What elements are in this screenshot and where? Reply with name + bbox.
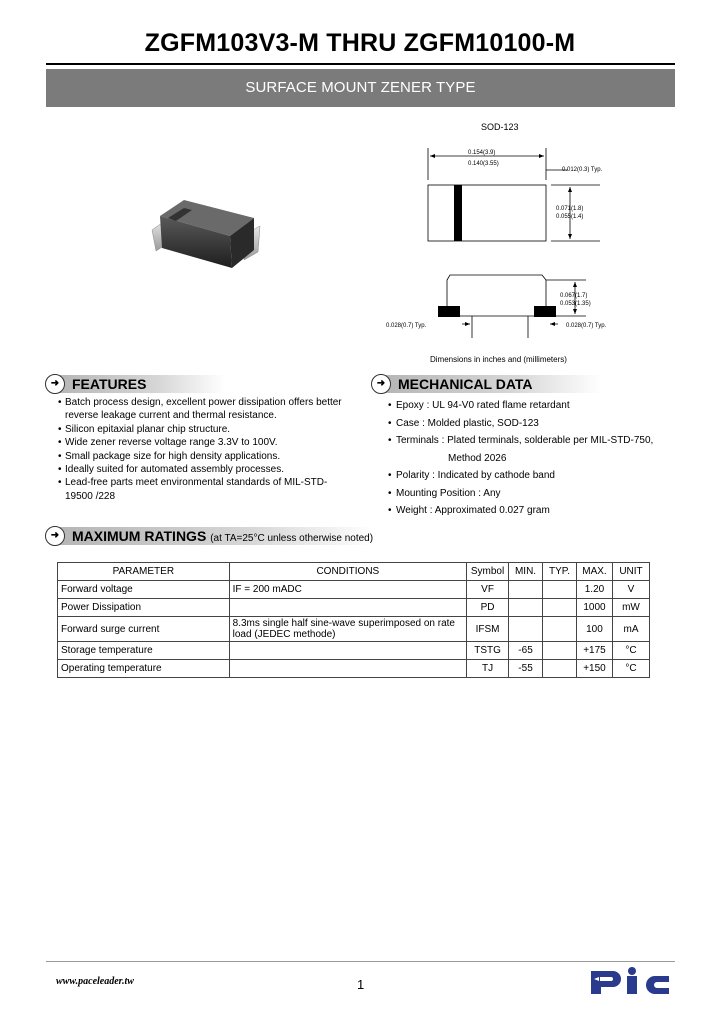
cell-conditions — [229, 660, 466, 678]
list-item: • Ideally suited for automated assembly processes. — [58, 463, 345, 476]
dimension-caption: Dimensions in inches and (millimeters) — [430, 355, 567, 364]
cell-parameter: Power Dissipation — [58, 599, 230, 617]
dim-length-max: 0.154(3.9) — [468, 150, 496, 156]
cell-max: 100 — [576, 617, 612, 642]
cell-unit: V — [612, 581, 649, 599]
title-rule — [46, 63, 675, 65]
dim-length-min: 0.140(3.55) — [468, 161, 499, 167]
cell-conditions: IF = 200 mADC — [229, 581, 466, 599]
ratings-note: (at TA=25°C unless otherwise noted) — [210, 533, 374, 544]
cell-max: 1.20 — [576, 581, 612, 599]
dim-side-height-min: 0.053(1.35) — [560, 301, 591, 307]
cell-symbol: PD — [467, 599, 509, 617]
terminals-method: Method 2026 — [448, 452, 507, 464]
list-item: • Mounting Position : Any — [388, 485, 696, 503]
list-item: • Batch process design, excellent power dissipation offers better reverse leakage current and thermal resistance. — [58, 396, 345, 423]
list-item: • Epoxy : UL 94-V0 rated flame retardant — [388, 397, 696, 415]
cell-max: 1000 — [576, 599, 612, 617]
cell-typ — [543, 617, 577, 642]
cell-min — [509, 581, 543, 599]
ratings-heading — [45, 527, 645, 545]
cell-symbol: IFSM — [467, 617, 509, 642]
cell-unit: mA — [612, 617, 649, 642]
dim-body-height-max: 0.071(1.8) — [556, 206, 584, 212]
cell-symbol: TJ — [467, 660, 509, 678]
pic-logo — [589, 966, 671, 996]
cell-min: -55 — [509, 660, 543, 678]
subtitle-banner: SURFACE MOUNT ZENER TYPE — [46, 69, 675, 107]
arrow-right-icon: ➜ — [45, 526, 65, 546]
list-item: • Weight : Approximated 0.027 gram — [388, 502, 696, 520]
table-row — [58, 642, 650, 660]
cell-parameter: Operating temperature — [58, 660, 230, 678]
cell-conditions — [229, 599, 466, 617]
table-row — [58, 581, 650, 599]
ratings-table — [57, 562, 650, 678]
cell-parameter: Storage temperature — [58, 642, 230, 660]
cell-unit: °C — [612, 642, 649, 660]
table-row — [58, 660, 650, 678]
table-header-row — [58, 563, 650, 581]
terminals-text: Terminals : Plated terminals, solderable per MIL-STD-750, — [396, 435, 654, 446]
cell-unit: mW — [612, 599, 649, 617]
dim-side-height-max: 0.067(1.7) — [560, 293, 588, 299]
cell-parameter: Forward voltage — [58, 581, 230, 599]
page-number: 1 — [357, 977, 365, 992]
package-name: SOD-123 — [481, 122, 519, 132]
cell-parameter: Forward surge current — [58, 617, 230, 642]
features-heading-label: FEATURES — [72, 376, 147, 392]
list-item: • Wide zener reverse voltage range 3.3V to 100V. — [58, 436, 345, 449]
mechanical-list — [388, 397, 696, 520]
column-header: Symbol — [467, 563, 509, 581]
ratings-heading-text — [72, 527, 373, 548]
package-dimension-drawing — [360, 140, 660, 355]
cell-conditions — [229, 642, 466, 660]
list-item: • Case : Molded plastic, SOD-123 — [388, 415, 696, 433]
cell-typ — [543, 599, 577, 617]
dim-lead-width: 0.012(0.3) Typ. — [562, 167, 603, 173]
cell-typ — [543, 660, 577, 678]
column-header: MIN. — [509, 563, 543, 581]
column-header: UNIT — [612, 563, 649, 581]
cell-max: +150 — [576, 660, 612, 678]
cell-symbol: VF — [467, 581, 509, 599]
list-item — [388, 432, 696, 467]
cell-conditions: 8.3ms single half sine-wave superimposed on rate load (JEDEC methode) — [229, 617, 466, 642]
cell-min: -65 — [509, 642, 543, 660]
pic-logo-mark — [591, 967, 669, 994]
mechanical-heading-label: MECHANICAL DATA — [398, 376, 533, 392]
component-photo — [148, 196, 264, 274]
features-list — [58, 396, 345, 503]
ratings-heading-label: MAXIMUM RATINGS — [72, 528, 207, 544]
cell-unit: °C — [612, 660, 649, 678]
dim-pad-left: 0.028(0.7) Typ. — [386, 323, 427, 329]
cell-symbol: TSTG — [467, 642, 509, 660]
list-item: • Silicon epitaxial planar chip structure. — [58, 423, 345, 436]
column-header: CONDITIONS — [229, 563, 466, 581]
footer-url[interactable]: www.paceleader.tw — [56, 976, 134, 987]
arrow-right-icon: ➜ — [45, 374, 65, 394]
dim-pad-right: 0.028(0.7) Typ. — [566, 323, 607, 329]
table-row — [58, 599, 650, 617]
list-item: • Small package size for high density applications. — [58, 450, 345, 463]
cell-typ — [543, 581, 577, 599]
arrow-right-icon: ➜ — [371, 374, 391, 394]
list-item: • Polarity : Indicated by cathode band — [388, 467, 696, 485]
cell-min — [509, 617, 543, 642]
footer-rule — [46, 961, 675, 962]
column-header: TYP. — [543, 563, 577, 581]
dim-body-height-min: 0.055(1.4) — [556, 214, 584, 220]
table-row — [58, 617, 650, 642]
column-header: MAX. — [576, 563, 612, 581]
list-item: • Lead-free parts meet environmental standards of MIL-STD-19500 /228 — [58, 476, 345, 503]
mechanical-heading — [371, 375, 671, 393]
features-heading — [45, 375, 335, 393]
cell-min — [509, 599, 543, 617]
cell-typ — [543, 642, 577, 660]
document-title: ZGFM103V3-M THRU ZGFM10100-M — [144, 29, 576, 57]
column-header: PARAMETER — [58, 563, 230, 581]
cell-max: +175 — [576, 642, 612, 660]
